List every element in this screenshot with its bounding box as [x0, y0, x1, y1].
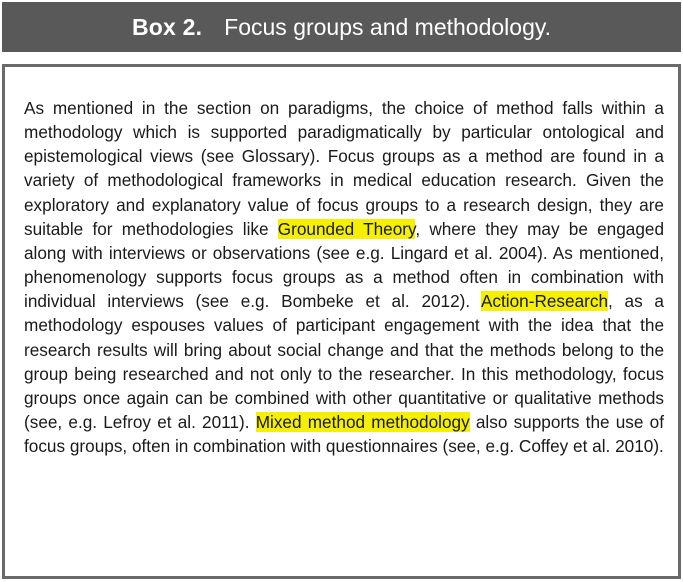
- paragraph-text: As mentioned in the section on paradigms, the choice of method falls within a methodology which is supported paradigmatically by particular ontological and epistemological views (see Glossary). Focus groups as a method are found in a variety of methodological frameworks in medical education research. Given the exploratory and explanatory value of focus groups to a research design, they are suitable for methodologies like: [24, 98, 664, 239]
- box-content: [2, 64, 681, 579]
- paragraph-text: , where they may be engaged along with interviews or observations (see e.g. Lingard et al. 2004). As mentioned, phenomenology supports focus groups as a method often in combination with individual interviews (see e.g. Bombeke et al. 2012).: [24, 218, 665, 312]
- highlight-grounded-theory: Grounded Theory: [277, 218, 416, 239]
- paragraph-text: also supports the use of focus groups, often in combination with questionnaires (see, e.g. Coffey et al. 2010).: [24, 412, 664, 457]
- highlight-action-research: Action-Research: [480, 291, 609, 312]
- box-paragraph: [24, 96, 664, 458]
- box-label: Box 2.: [131, 13, 203, 40]
- paragraph-text: , as a methodology espouses values of participant engagement with the idea that the research results will bring about social change and that the methods belong to the group being researched and not only to the researcher. In this methodology, focus groups once again can be combined with other quantitative or qualitative methods (see, e.g. Lefroy et al. 2011).: [24, 291, 664, 433]
- box-header: [2, 2, 681, 52]
- highlight-mixed-method: Mixed method methodology: [255, 412, 470, 433]
- box-title: Focus groups and methodology.: [224, 13, 552, 40]
